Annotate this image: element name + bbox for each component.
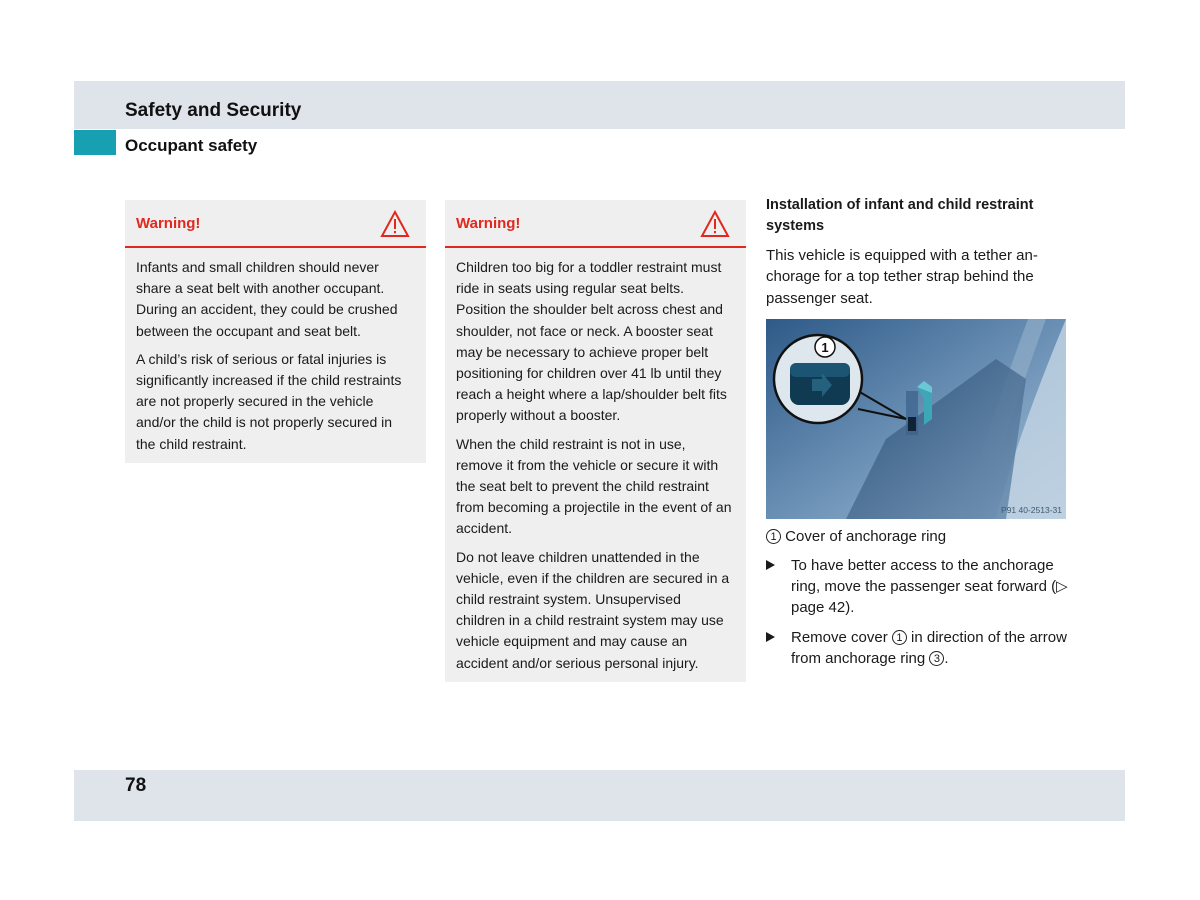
step-text: Remove cover xyxy=(791,628,892,646)
figure-code: P91 40-2513-31 xyxy=(1001,504,1062,515)
bullet-arrow-icon xyxy=(766,632,775,642)
warning-paragraph: A child’s risk of serious or fatal injuries is significantly increased if the child restraints are not properly secured in the vehicle and/or the child is not properly secured in the child restraint. xyxy=(136,350,402,452)
warning-header xyxy=(445,200,746,248)
instruction-step xyxy=(766,555,1071,619)
step-text: To have better access to the anchorage ring, move the passenger seat forward (▷ page 42). xyxy=(791,556,1068,617)
installation-intro: This vehicle is equipped with a tether an-chorage for a top tether strap behind the passenger seat. xyxy=(766,247,1038,307)
warning-label: Warning! xyxy=(456,215,521,232)
warning-triangle-icon xyxy=(380,210,410,238)
installation-section xyxy=(766,195,1071,669)
warning-paragraph: When the child restraint is not in use, remove it from the vehicle or secure it with the seat belt to prevent the child restraint from becoming a projectile in the event of an accident. xyxy=(456,435,732,537)
warning-triangle-icon xyxy=(700,210,730,238)
step-number: 3 xyxy=(929,651,944,666)
warning-header xyxy=(125,200,426,248)
warning-box-1 xyxy=(125,200,426,463)
figure-callout-number: 1 xyxy=(821,339,829,355)
section-title: Safety and Security xyxy=(125,100,302,121)
instruction-step xyxy=(766,627,1071,670)
warning-label: Warning! xyxy=(136,215,201,232)
page-number: 78 xyxy=(125,775,147,796)
warning-paragraph: Infants and small children should never share a seat belt with another occupant. During an accident, they could be crushed between the occupant and seat belt. xyxy=(136,259,398,339)
figure-legend xyxy=(766,526,1071,547)
step-text: in direction of the arrow from anchorage ring xyxy=(791,628,1067,668)
installation-heading: Installation of infant and child restraint systems xyxy=(766,197,1034,234)
legend-number: 1 xyxy=(766,529,781,544)
legend-text: Cover of anchorage ring xyxy=(785,527,947,545)
warning-paragraph: Children too big for a toddler restraint must ride in seats using regular seat belts. Position the shoulder belt across chest and shoulder, not face or neck. A booster seat may be necessary to achieve proper belt positioning for children over 41 lb until they reach a height where a lap/shoulder belt fits properly without a booster. xyxy=(456,259,727,424)
step-number: 1 xyxy=(892,630,907,645)
footer-band xyxy=(74,770,1125,821)
section-marker xyxy=(74,130,116,155)
anchorage-figure xyxy=(766,319,1066,519)
bullet-arrow-icon xyxy=(766,560,775,570)
warning-box-2 xyxy=(445,200,746,682)
step-text: . xyxy=(944,650,949,668)
subsection-title: Occupant safety xyxy=(125,136,258,155)
anchorage-illustration xyxy=(766,319,1066,519)
warning-paragraph: Do not leave children unattended in the vehicle, even if the children are secured in a child restraint system. Unsupervised children in a child restraint system may use vehicle equipment and may cause an accident and/or serious personal injury. xyxy=(456,548,730,671)
